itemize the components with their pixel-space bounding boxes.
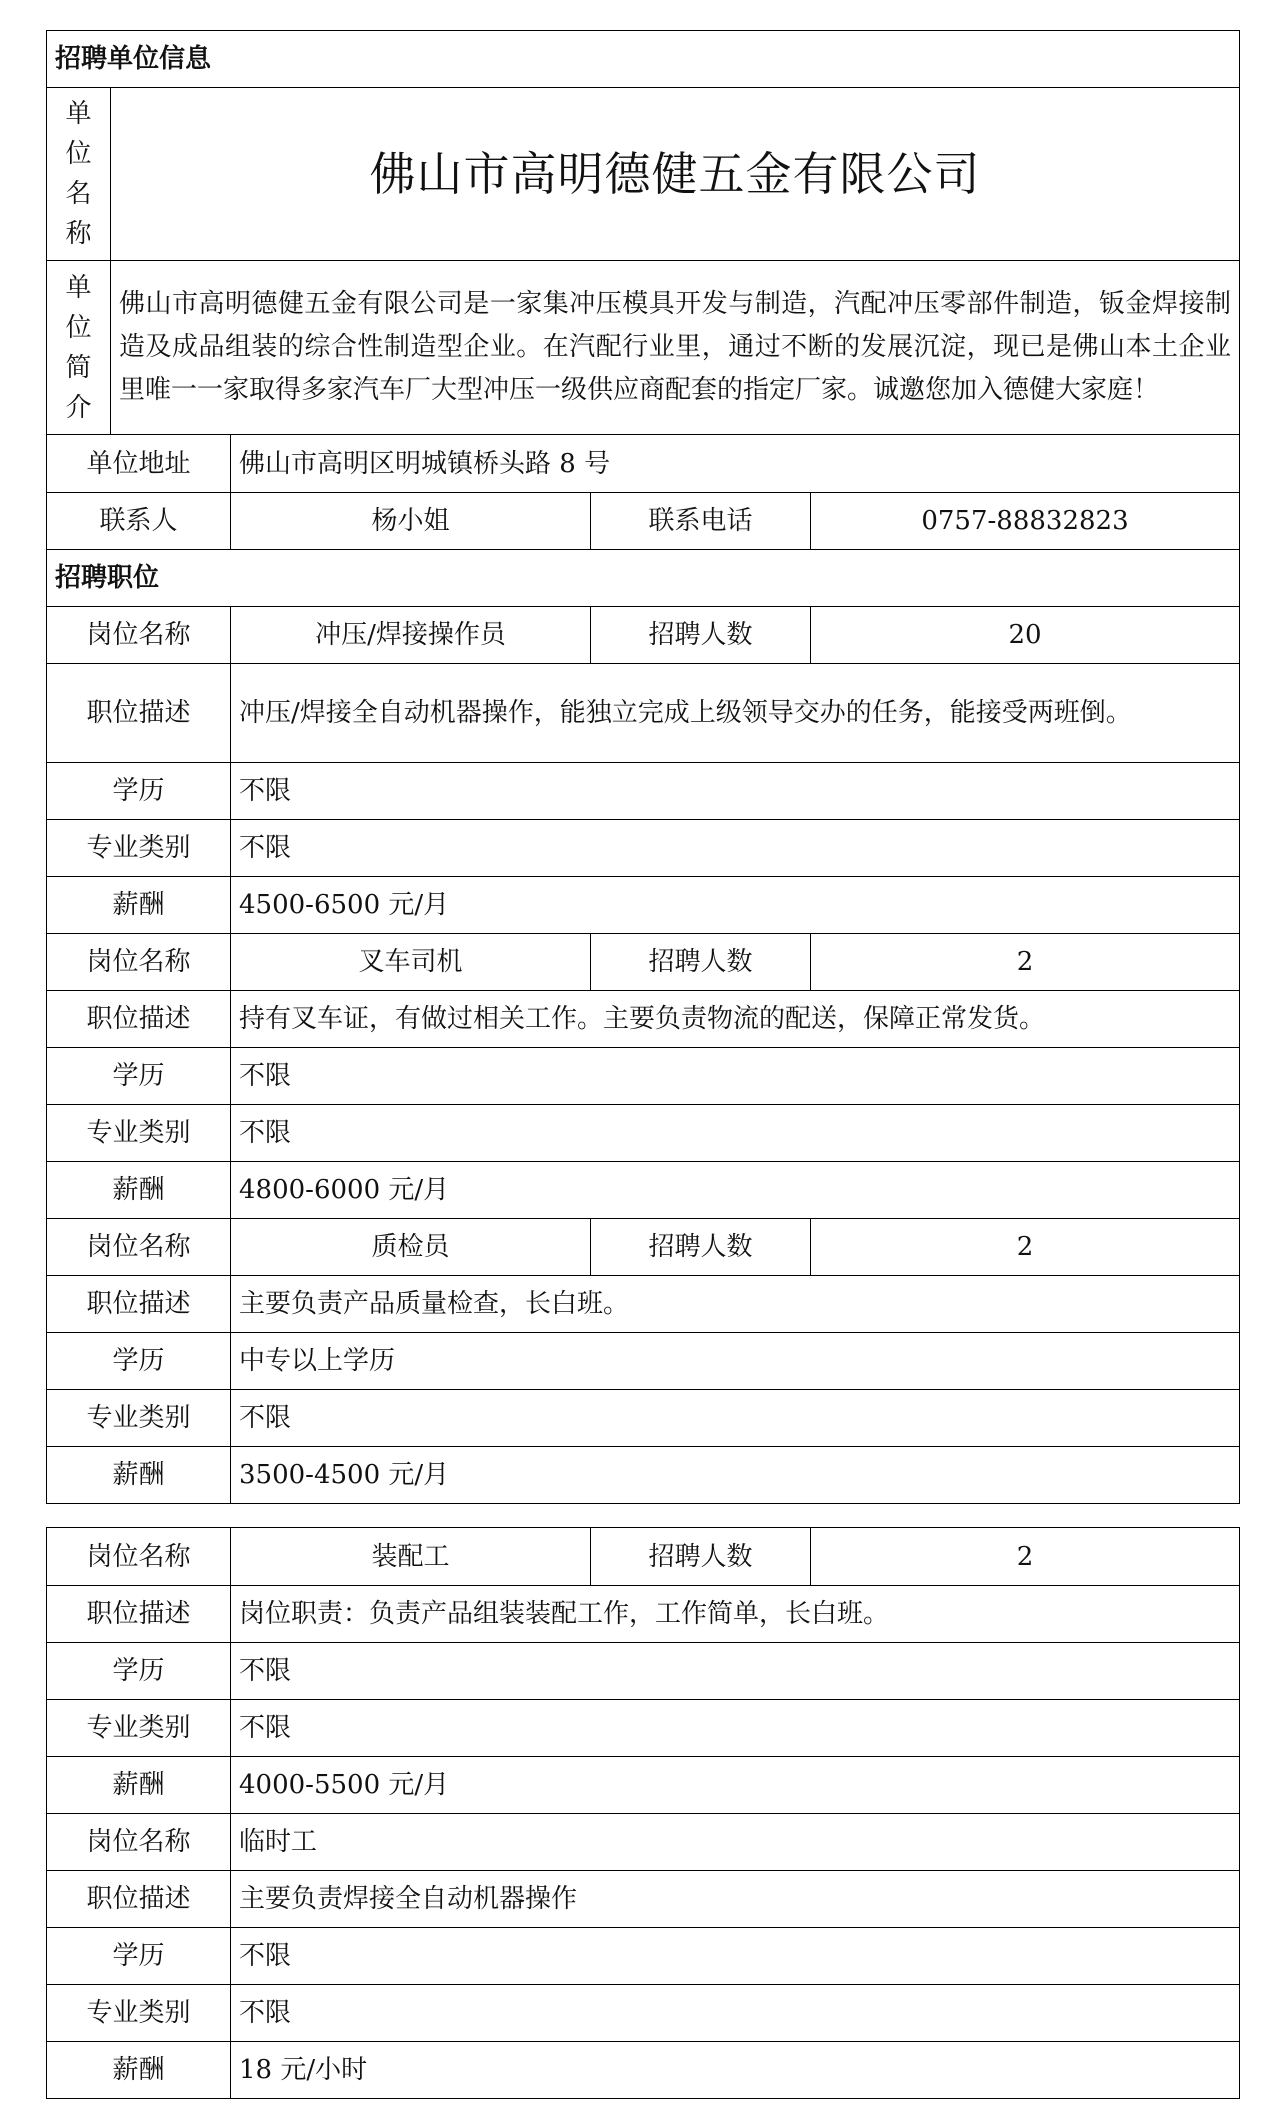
contact-label: 联系人 bbox=[99, 506, 178, 536]
salary-row bbox=[47, 1161, 1239, 1218]
description-value: 持有叉车证，有做过相关工作。主要负责物流的配送，保障正常发货。 bbox=[230, 991, 1239, 1047]
salary-row bbox=[47, 1756, 1239, 1813]
company-name-row bbox=[47, 87, 1239, 260]
position-name-row bbox=[47, 1528, 1239, 1585]
position-name-row bbox=[47, 1813, 1239, 1870]
position-name-row bbox=[47, 606, 1239, 663]
major-row bbox=[47, 1389, 1239, 1446]
major-value: 不限 bbox=[230, 1700, 1239, 1756]
position-name-row bbox=[47, 1218, 1239, 1275]
salary-value: 4000-5500 元/月 bbox=[230, 1757, 1239, 1813]
major-label: 专业类别 bbox=[86, 1713, 191, 1743]
company-name-label: 单 位 名 称 bbox=[65, 99, 92, 249]
position-name-label: 岗位名称 bbox=[86, 1541, 191, 1572]
headcount-value: 2 bbox=[810, 1528, 1239, 1585]
address-label: 单位地址 bbox=[86, 448, 191, 479]
section-title: 招聘职位 bbox=[55, 563, 160, 593]
education-label: 学历 bbox=[112, 1656, 165, 1686]
education-row bbox=[47, 1047, 1239, 1104]
education-value: 不限 bbox=[230, 1048, 1239, 1104]
description-row bbox=[47, 1275, 1239, 1332]
description-row bbox=[47, 990, 1239, 1047]
description-label: 职位描述 bbox=[86, 1599, 191, 1629]
salary-row bbox=[47, 2041, 1239, 2098]
education-row bbox=[47, 1642, 1239, 1699]
description-label: 职位描述 bbox=[86, 1884, 191, 1914]
salary-label: 薪酬 bbox=[112, 1770, 165, 1800]
address-row bbox=[47, 434, 1239, 492]
section-header-company bbox=[47, 31, 1239, 87]
description-value: 主要负责产品质量检查，长白班。 bbox=[230, 1276, 1239, 1332]
salary-row bbox=[47, 876, 1239, 933]
salary-value: 4500-6500 元/月 bbox=[230, 877, 1239, 933]
recruitment-table-main bbox=[46, 30, 1240, 1504]
phone-value: 0757-88832823 bbox=[810, 493, 1239, 549]
phone-label: 联系电话 bbox=[590, 493, 810, 549]
description-row bbox=[47, 663, 1239, 762]
major-label: 专业类别 bbox=[86, 833, 191, 863]
description-value: 主要负责焊接全自动机器操作 bbox=[230, 1871, 1239, 1927]
description-label: 职位描述 bbox=[86, 698, 191, 728]
education-label: 学历 bbox=[112, 1061, 165, 1091]
major-value: 不限 bbox=[230, 1985, 1239, 2041]
description-label: 职位描述 bbox=[86, 1289, 191, 1319]
major-row bbox=[47, 1984, 1239, 2041]
education-row bbox=[47, 1332, 1239, 1389]
headcount-label: 招聘人数 bbox=[590, 1219, 810, 1275]
education-row bbox=[47, 762, 1239, 819]
description-value: 冲压/焊接全自动机器操作，能独立完成上级领导交办的任务，能接受两班倒。 bbox=[230, 664, 1239, 762]
major-label: 专业类别 bbox=[86, 1118, 191, 1148]
company-intro-label: 单 位 简 介 bbox=[65, 272, 92, 423]
company-intro-row bbox=[47, 260, 1239, 434]
contact-value: 杨小姐 bbox=[230, 493, 590, 549]
salary-label: 薪酬 bbox=[112, 1175, 165, 1205]
position-name-row bbox=[47, 933, 1239, 990]
address-value: 佛山市高明区明城镇桥头路 8 号 bbox=[230, 435, 1239, 492]
major-label: 专业类别 bbox=[86, 1403, 191, 1433]
salary-label: 薪酬 bbox=[112, 2055, 165, 2085]
education-value: 不限 bbox=[230, 763, 1239, 819]
salary-label: 薪酬 bbox=[112, 890, 165, 920]
section-title: 招聘单位信息 bbox=[55, 44, 212, 74]
headcount-label: 招聘人数 bbox=[590, 1528, 810, 1585]
major-row bbox=[47, 819, 1239, 876]
position-name: 叉车司机 bbox=[230, 934, 590, 990]
description-row bbox=[47, 1870, 1239, 1927]
education-value: 中专以上学历 bbox=[230, 1333, 1239, 1389]
education-label: 学历 bbox=[112, 1941, 165, 1971]
salary-label: 薪酬 bbox=[112, 1460, 165, 1490]
headcount-value: 2 bbox=[810, 1219, 1239, 1275]
headcount-label: 招聘人数 bbox=[590, 607, 810, 663]
major-value: 不限 bbox=[230, 1105, 1239, 1161]
contact-row bbox=[47, 492, 1239, 549]
salary-value: 18 元/小时 bbox=[230, 2042, 1239, 2098]
salary-value: 3500-4500 元/月 bbox=[230, 1447, 1239, 1503]
position-name-label: 岗位名称 bbox=[86, 947, 191, 977]
position-name: 质检员 bbox=[230, 1219, 590, 1275]
education-label: 学历 bbox=[112, 1346, 165, 1376]
description-value: 岗位职责：负责产品组装装配工作，工作简单，长白班。 bbox=[230, 1586, 1239, 1642]
education-label: 学历 bbox=[112, 776, 165, 806]
salary-row bbox=[47, 1446, 1239, 1503]
major-row bbox=[47, 1699, 1239, 1756]
description-label: 职位描述 bbox=[86, 1004, 191, 1034]
major-value: 不限 bbox=[230, 820, 1239, 876]
company-name: 佛山市高明德健五金有限公司 bbox=[110, 88, 1239, 260]
headcount-value: 2 bbox=[810, 934, 1239, 990]
salary-value: 4800-6000 元/月 bbox=[230, 1162, 1239, 1218]
position-name-label: 岗位名称 bbox=[86, 1827, 191, 1857]
company-intro-text: 佛山市高明德健五金有限公司是一家集冲压模具开发与制造，汽配冲压零部件制造，钣金焊接制造及成品组装的综合性制造型企业。在汽配行业里，通过不断的发展沉淀，现已是佛山本土企业里唯一一家取得多家汽车厂大型冲压一级供应商配套的指定厂家。诚邀您加入德健大家庭！ bbox=[110, 261, 1239, 434]
education-row bbox=[47, 1927, 1239, 1984]
section-header-positions bbox=[47, 549, 1239, 606]
position-name: 装配工 bbox=[230, 1528, 590, 1585]
position-name: 临时工 bbox=[230, 1814, 1239, 1870]
education-value: 不限 bbox=[230, 1643, 1239, 1699]
headcount-value: 20 bbox=[810, 607, 1239, 663]
position-name-label: 岗位名称 bbox=[86, 620, 191, 650]
position-name: 冲压/焊接操作员 bbox=[230, 607, 590, 663]
education-value: 不限 bbox=[230, 1928, 1239, 1984]
headcount-label: 招聘人数 bbox=[590, 934, 810, 990]
major-value: 不限 bbox=[230, 1390, 1239, 1446]
recruitment-table-continued bbox=[46, 1527, 1240, 2099]
major-row bbox=[47, 1104, 1239, 1161]
position-name-label: 岗位名称 bbox=[86, 1232, 191, 1262]
description-row bbox=[47, 1585, 1239, 1642]
major-label: 专业类别 bbox=[86, 1998, 191, 2028]
